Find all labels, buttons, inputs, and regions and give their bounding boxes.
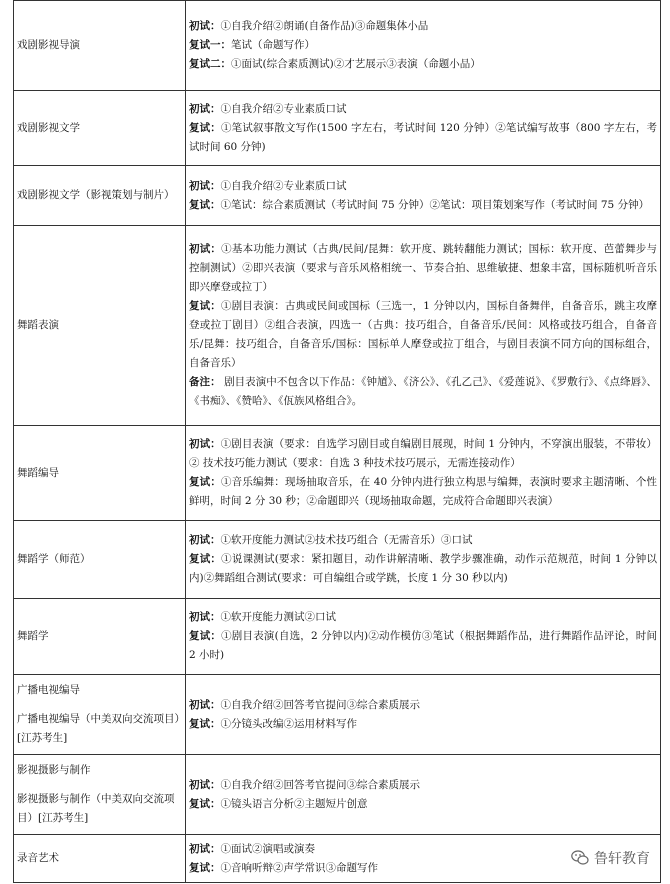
major-name: 舞蹈学（师范） [17,553,91,565]
watermark-text: 鲁轩教育 [594,851,650,867]
table-row [14,599,661,675]
stage-text: ①自我介绍②专业素质口试 [220,102,347,115]
requirement-line [189,435,657,473]
stage-label: 初试： [189,778,221,791]
major-name: 戏剧影视文学（影视策划与制片） [17,189,175,201]
major-cell [14,226,186,426]
stage-text: ①音乐编舞：现场抽取音乐，在 40 分钟内进行独立构思与编舞，表演时要求主题清晰、个性鲜明，时间 2 分 30 秒；②命题即兴（现场抽取命题，完成符合命题即兴表演） [189,476,658,507]
major-name: 戏剧影视文学 [17,121,80,134]
stage-text: ①面试②演唱或演奏 [220,842,315,855]
major-cell [14,755,186,835]
exam-requirements-table [13,0,661,883]
major-cell [14,426,186,521]
major-cell [14,835,186,883]
requirement-line [189,608,657,627]
stage-label: 初试： [189,698,221,711]
stage-label: 初试： [189,611,221,623]
stage-text: ①自我介绍②回答考官提问③综合素质展示 [220,778,420,791]
major-cell [14,599,186,675]
major-name: 录音艺术 [17,852,59,864]
stage-label: 复试： [189,121,221,134]
stage-label: 初试： [189,842,221,855]
requirement-line [189,196,657,215]
requirement-line [189,795,657,814]
stage-text: ①笔试：综合素质测试（考试时间 75 分钟）②笔试：项目策划案写作（考试时间 75 分钟） [220,198,650,211]
stage-text: ①自我介绍②朗诵(自备作品)③命题集体小品 [220,20,429,32]
stage-text: ①面试(综合素质测试)②才艺展示③表演（命题小品） [231,58,481,70]
requirement-line [189,550,657,588]
major-name: 广播电视编导（中美双向交流项目）[江苏考生] [17,713,180,744]
requirement-line [189,776,657,795]
stage-text: ①自我介绍②专业素质口试 [220,179,347,192]
stage-label: 复试： [189,630,222,642]
requirements-cell [186,226,661,426]
requirement-line [189,627,657,665]
stage-text: ①镜头语言分析②主题短片创意 [220,797,368,810]
major-cell [14,91,186,166]
stage-text: 笔试（命题写作） [231,39,315,51]
stage-label: 复试： [189,861,221,874]
table-row [14,426,661,521]
major-name: 舞蹈表演 [17,319,59,331]
requirements-cell [186,1,661,91]
requirement-line [189,473,657,511]
requirement-line [189,531,657,550]
major-name: 影视摄影与制作（中美双向交流项目）[江苏考生] [17,793,175,824]
major-cell [14,521,186,599]
stage-text: ①软开度能力测试②技术技巧组合（无需音乐）③口试 [220,534,473,546]
stage-label: 复试： [189,476,221,488]
requirement-line [189,119,657,157]
stage-label: 初试： [189,102,221,115]
requirement-line [189,240,657,297]
stage-text: ①自我介绍②回答考官提问③综合素质展示 [220,698,420,711]
table-row [14,521,661,599]
stage-text: ①分镜头改编②运用材料写作 [220,717,357,730]
table-row [14,755,661,835]
stage-text: ①音响听辩②声学常识③命题写作 [220,861,378,874]
major-name: 影视摄影与制作 [17,764,91,776]
major-cell [14,675,186,755]
stage-label: 复试二： [189,58,231,70]
stage-label: 备注： [189,376,221,388]
requirements-cell [186,426,661,521]
requirement-line [189,696,657,715]
table-row [14,835,661,883]
requirement-line [189,373,657,411]
requirement-line [189,36,657,55]
major-name: 舞蹈学 [17,630,49,642]
requirements-cell [186,166,661,226]
stage-label: 复试： [189,553,222,565]
requirements-cell [186,91,661,166]
stage-text: ①剧目表演（要求：自选学习剧目或自编剧目展现，时间 1 分钟内，不穿演出服装，不带妆）② 技术技巧能力测试（要求：自选 3 种技术技巧展示，无需连接动作） [189,438,657,469]
requirement-line [189,17,657,36]
stage-text: ①基本功能力测试（古典/民间/昆舞：软开度、跳转翻能力测试；国标：软开度、芭蕾舞步与控制测试）②即兴表演（要求与音乐风格相统一、节奏合拍、思维敏捷、想象丰富，国标随机听音乐即兴摩登或拉丁） [189,243,658,293]
stage-text: ①笔试叙事散文写作(1500 字左右，考试时间 120 分钟）②笔试编写故事（800 字左右，考试时间 60 分钟) [189,121,658,153]
requirements-cell [186,599,661,675]
stage-text: ①剧目表演(自选，2 分钟以内)②动作模仿③笔试（根据舞蹈作品，进行舞蹈作品评论，时间 2 小时) [189,630,658,661]
stage-label: 初试： [189,243,222,255]
stage-label: 复试： [189,797,221,810]
requirements-cell [186,755,661,835]
requirement-line [189,715,657,734]
stage-label: 初试： [189,20,221,32]
major-cell [14,166,186,226]
table-row [14,91,661,166]
wechat-icon [571,850,589,866]
stage-text: ①剧目表演：古典或民间或国标（三选一，1 分钟以内，国标自备舞伴，自备音乐，跳主攻摩登或拉丁剧目）②组合表演，四选一（古典：技巧组合，自备音乐/民间：风格或技巧组合，自备音乐/昆舞：技巧组合，自备音乐/国标：国标单人摩登或拉丁组合，与剧目表演不同方向的国标组合，自备音乐） [189,300,657,369]
stage-label: 初试： [189,438,221,450]
stage-text: ①软开度能力测试②口试 [220,611,336,623]
stage-label: 复试： [189,717,221,730]
requirements-cell [186,675,661,755]
major-name: 舞蹈编导 [17,466,59,479]
requirement-line [189,297,657,373]
requirement-line [189,177,657,196]
table-row [14,1,661,91]
requirement-line [189,100,657,119]
requirements-cell [186,521,661,599]
table-row [14,166,661,226]
stage-label: 初试： [189,179,221,192]
table-row [14,226,661,426]
stage-label: 复试一： [189,39,231,51]
major-cell [14,1,186,91]
stage-text: 剧目表演中不包含以下作品：《钟馗》、《济公》、《孔乙己》、《爱莲说》、《罗敷行》、《点绛唇》、《书痴》、《赞哈》、《佤族风格组合》。 [189,376,658,407]
major-name: 广播电视编导 [17,684,80,696]
stage-label: 复试： [189,198,221,211]
table-row [14,675,661,755]
major-name: 戏剧影视导演 [17,39,80,51]
watermark [571,848,650,868]
stage-label: 初试： [189,534,221,546]
stage-label: 复试： [189,300,221,312]
stage-text: ①说课测试(要求：紧扣题目，动作讲解清晰、教学步骤准确，动作示范规范，时间 1 分钟以内)②舞蹈组合测试(要求：可自编组合或学跳，长度 1 分 30 秒以内) [189,553,658,584]
requirement-line [189,55,657,74]
